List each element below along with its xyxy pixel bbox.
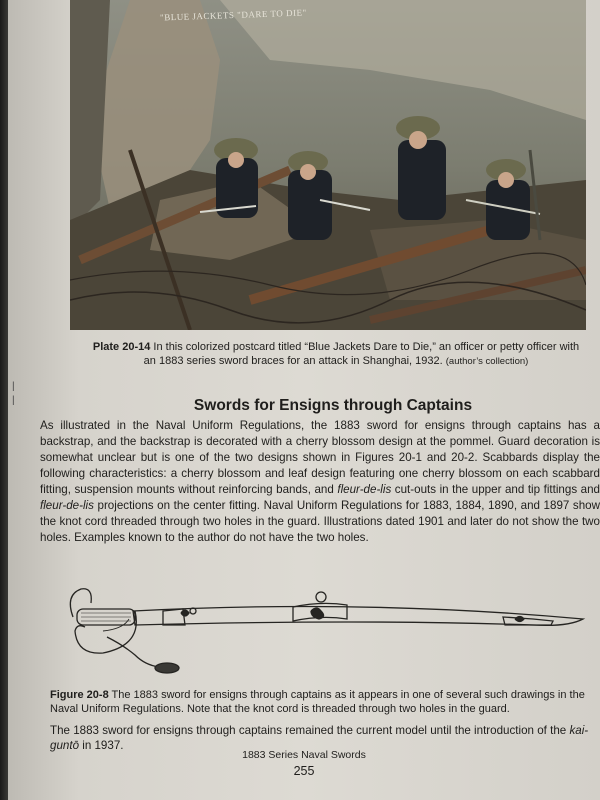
plate-label: Plate 20-14 — [92, 341, 151, 353]
plate-caption-text: In this colorized postcard titled “Blue Jackets Dare to Die,” an officer or petty officer with an 1883 series sword braces for an attack in Shanghai, 1932. — [143, 341, 580, 367]
margin-marks: | | — [12, 381, 15, 406]
paragraph-text: in 1937. — [79, 739, 124, 752]
plate-caption — [86, 340, 586, 369]
book-spine-shadow — [0, 0, 8, 800]
page-number: 255 — [293, 764, 315, 778]
paragraph-text: As illustrated in the Naval Uniform Regulations, the 1883 sword for ensigns through captains has a backstrap, and the backstrap is decorated with a cherry blossom design at the pommel. Guard decoration is somewhat unclear but is one of the two designs shown in Figures 20-1 and 20-2. Scabbards display the following characteristics: a cherry blossom and leaf design featuring one cherry blossom on each scabbard fitting, suspension mounts without reinforcing bands, and — [40, 419, 600, 496]
paragraph-text: cut-outs in the upper and tip fittings and — [391, 483, 600, 496]
figure-caption — [50, 688, 598, 716]
plate-credit: (author’s collection) — [445, 356, 529, 367]
postcard-photo-illustration — [70, 0, 586, 330]
paragraph-italic: fleur-de-lis — [337, 483, 392, 496]
paragraph-italic: kai-guntō — [50, 724, 589, 752]
paragraph-text: projections on the center fitting. Naval Uniform Regulations for 1883, 1884, 1890, and 1897 show the knot cord threaded through two holes in the guard. Illustrations dated 1901 and later do not show the two holes. Examples known to the author do not have the two holes. — [40, 499, 600, 544]
colorized-postcard-photo — [70, 0, 586, 330]
book-page — [8, 0, 600, 800]
section-heading: Swords for Ensigns through Captains — [193, 397, 473, 414]
paragraph-text: The 1883 sword for ensigns through captains remained the current model until the introduction of the — [50, 724, 570, 737]
running-footer: 1883 Series Naval Swords — [242, 749, 366, 761]
figure-caption-text: The 1883 sword for ensigns through captains as it appears in one of several such drawings in the Naval Uniform Regulations. Note that the knot cord is threaded through two holes in the guard. — [50, 689, 585, 715]
paragraph-italic: fleur-de-lis — [40, 499, 94, 512]
sword-line-drawing — [63, 575, 600, 685]
section-paragraph — [40, 418, 600, 546]
figure-label: Figure 20-8 — [50, 689, 109, 701]
postcard-title-text: "BLUE JACKETS "DARE TO DIE" — [159, 7, 307, 23]
